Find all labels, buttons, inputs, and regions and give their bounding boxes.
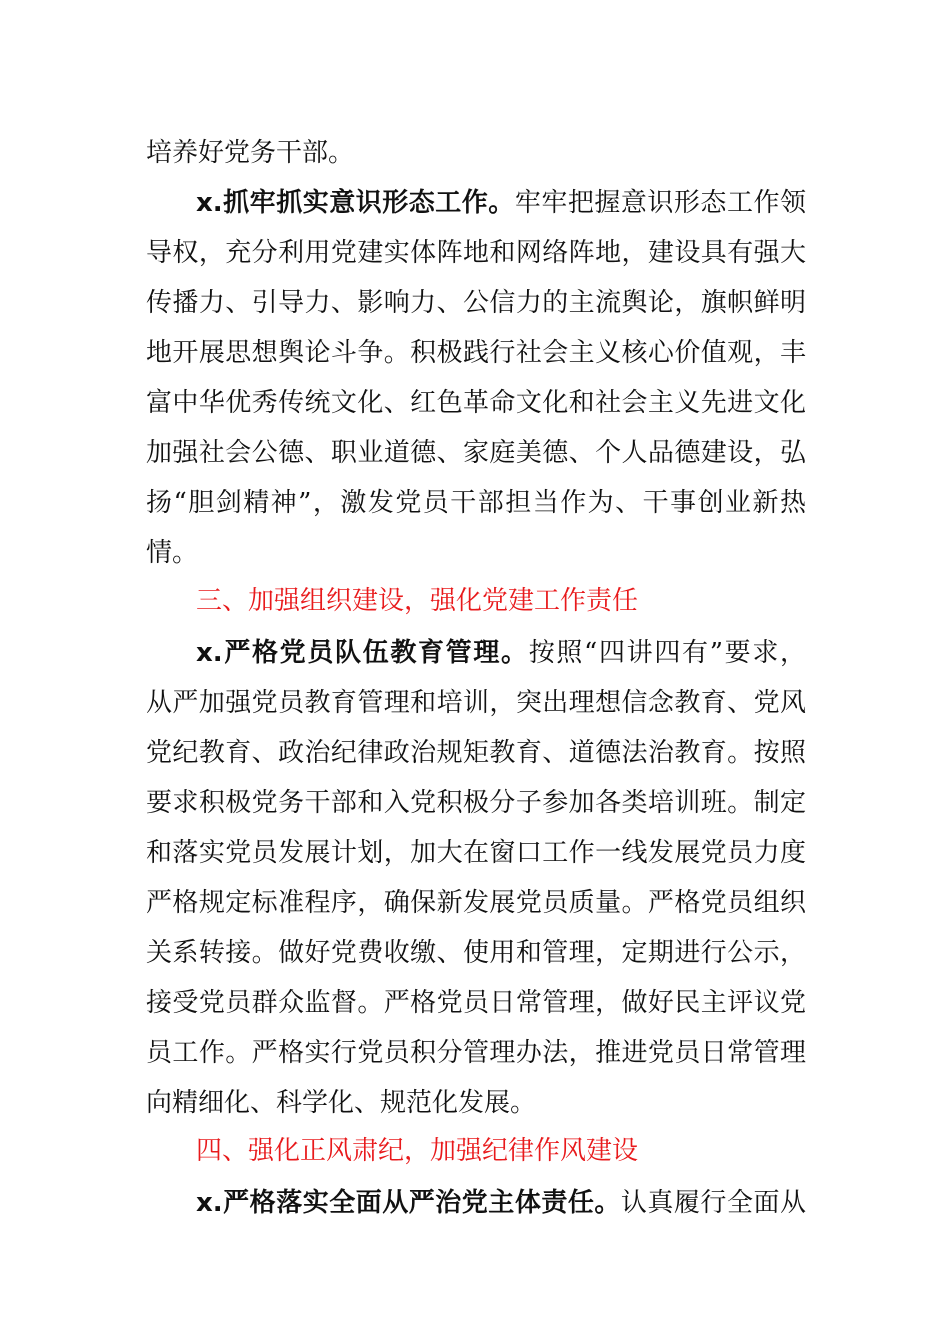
paragraph-line: 向精细化、科学化、规范化发展。 bbox=[146, 1088, 537, 1118]
paragraph-line: 导权，充分利用党建实体阵地和网络阵地，建设具有强大 bbox=[146, 238, 806, 268]
paragraph-first-line bbox=[196, 1186, 806, 1220]
paragraph-first-line bbox=[196, 636, 806, 670]
paragraph-line: 员工作。严格实行党员积分管理办法，推进党员日常管理 bbox=[146, 1038, 806, 1068]
section-heading-3: 三、加强组织建设，强化党建工作责任 bbox=[196, 586, 639, 616]
section-heading-4: 四、强化正风肃纪，加强纪律作风建设 bbox=[196, 1136, 639, 1166]
paragraph-text: 按照“四讲四有”要求， bbox=[528, 638, 806, 668]
paragraph-line: 扬“胆剑精神”，激发党员干部担当作为、干事创业新热 bbox=[146, 488, 806, 518]
item-lead: x.抓牢抓实意识形态工作。 bbox=[196, 188, 515, 218]
paragraph-line: 地开展思想舆论斗争。积极践行社会主义核心价值观，丰 bbox=[146, 338, 806, 368]
paragraph-line: 严格规定标准程序，确保新发展党员质量。严格党员组织 bbox=[146, 888, 806, 918]
paragraph-line: 培养好党务干部。 bbox=[146, 138, 355, 168]
paragraph-line: 关系转接。做好党费收缴、使用和管理，定期进行公示， bbox=[146, 938, 806, 968]
paragraph-line: 接受党员群众监督。严格党员日常管理，做好民主评议党 bbox=[146, 988, 806, 1018]
item-lead: x.严格落实全面从严治党主体责任。 bbox=[196, 1188, 621, 1218]
paragraph-line: 传播力、引导力、影响力、公信力的主流舆论，旗帜鲜明 bbox=[146, 288, 806, 318]
paragraph-first-line bbox=[196, 186, 806, 220]
paragraph-text: 认真履行全面从 bbox=[620, 1188, 806, 1218]
paragraph-text: 牢牢把握意识形态工作领 bbox=[514, 188, 806, 218]
paragraph-line: 党纪教育、政治纪律政治规矩教育、道德法治教育。按照 bbox=[146, 738, 806, 768]
paragraph-line: 从严加强党员教育管理和培训，突出理想信念教育、党风 bbox=[146, 688, 806, 718]
paragraph-line: 加强社会公德、职业道德、家庭美德、个人品德建设，弘 bbox=[146, 438, 806, 468]
paragraph-line: 情。 bbox=[146, 538, 199, 568]
paragraph-line: 富中华优秀传统文化、红色革命文化和社会主义先进文化 bbox=[146, 388, 806, 418]
paragraph-line: 要求积极党务干部和入党积极分子参加各类培训班。制定 bbox=[146, 788, 806, 818]
paragraph-line: 和落实党员发展计划，加大在窗口工作一线发展党员力度 bbox=[146, 838, 806, 868]
item-lead: x.严格党员队伍教育管理。 bbox=[196, 638, 529, 668]
